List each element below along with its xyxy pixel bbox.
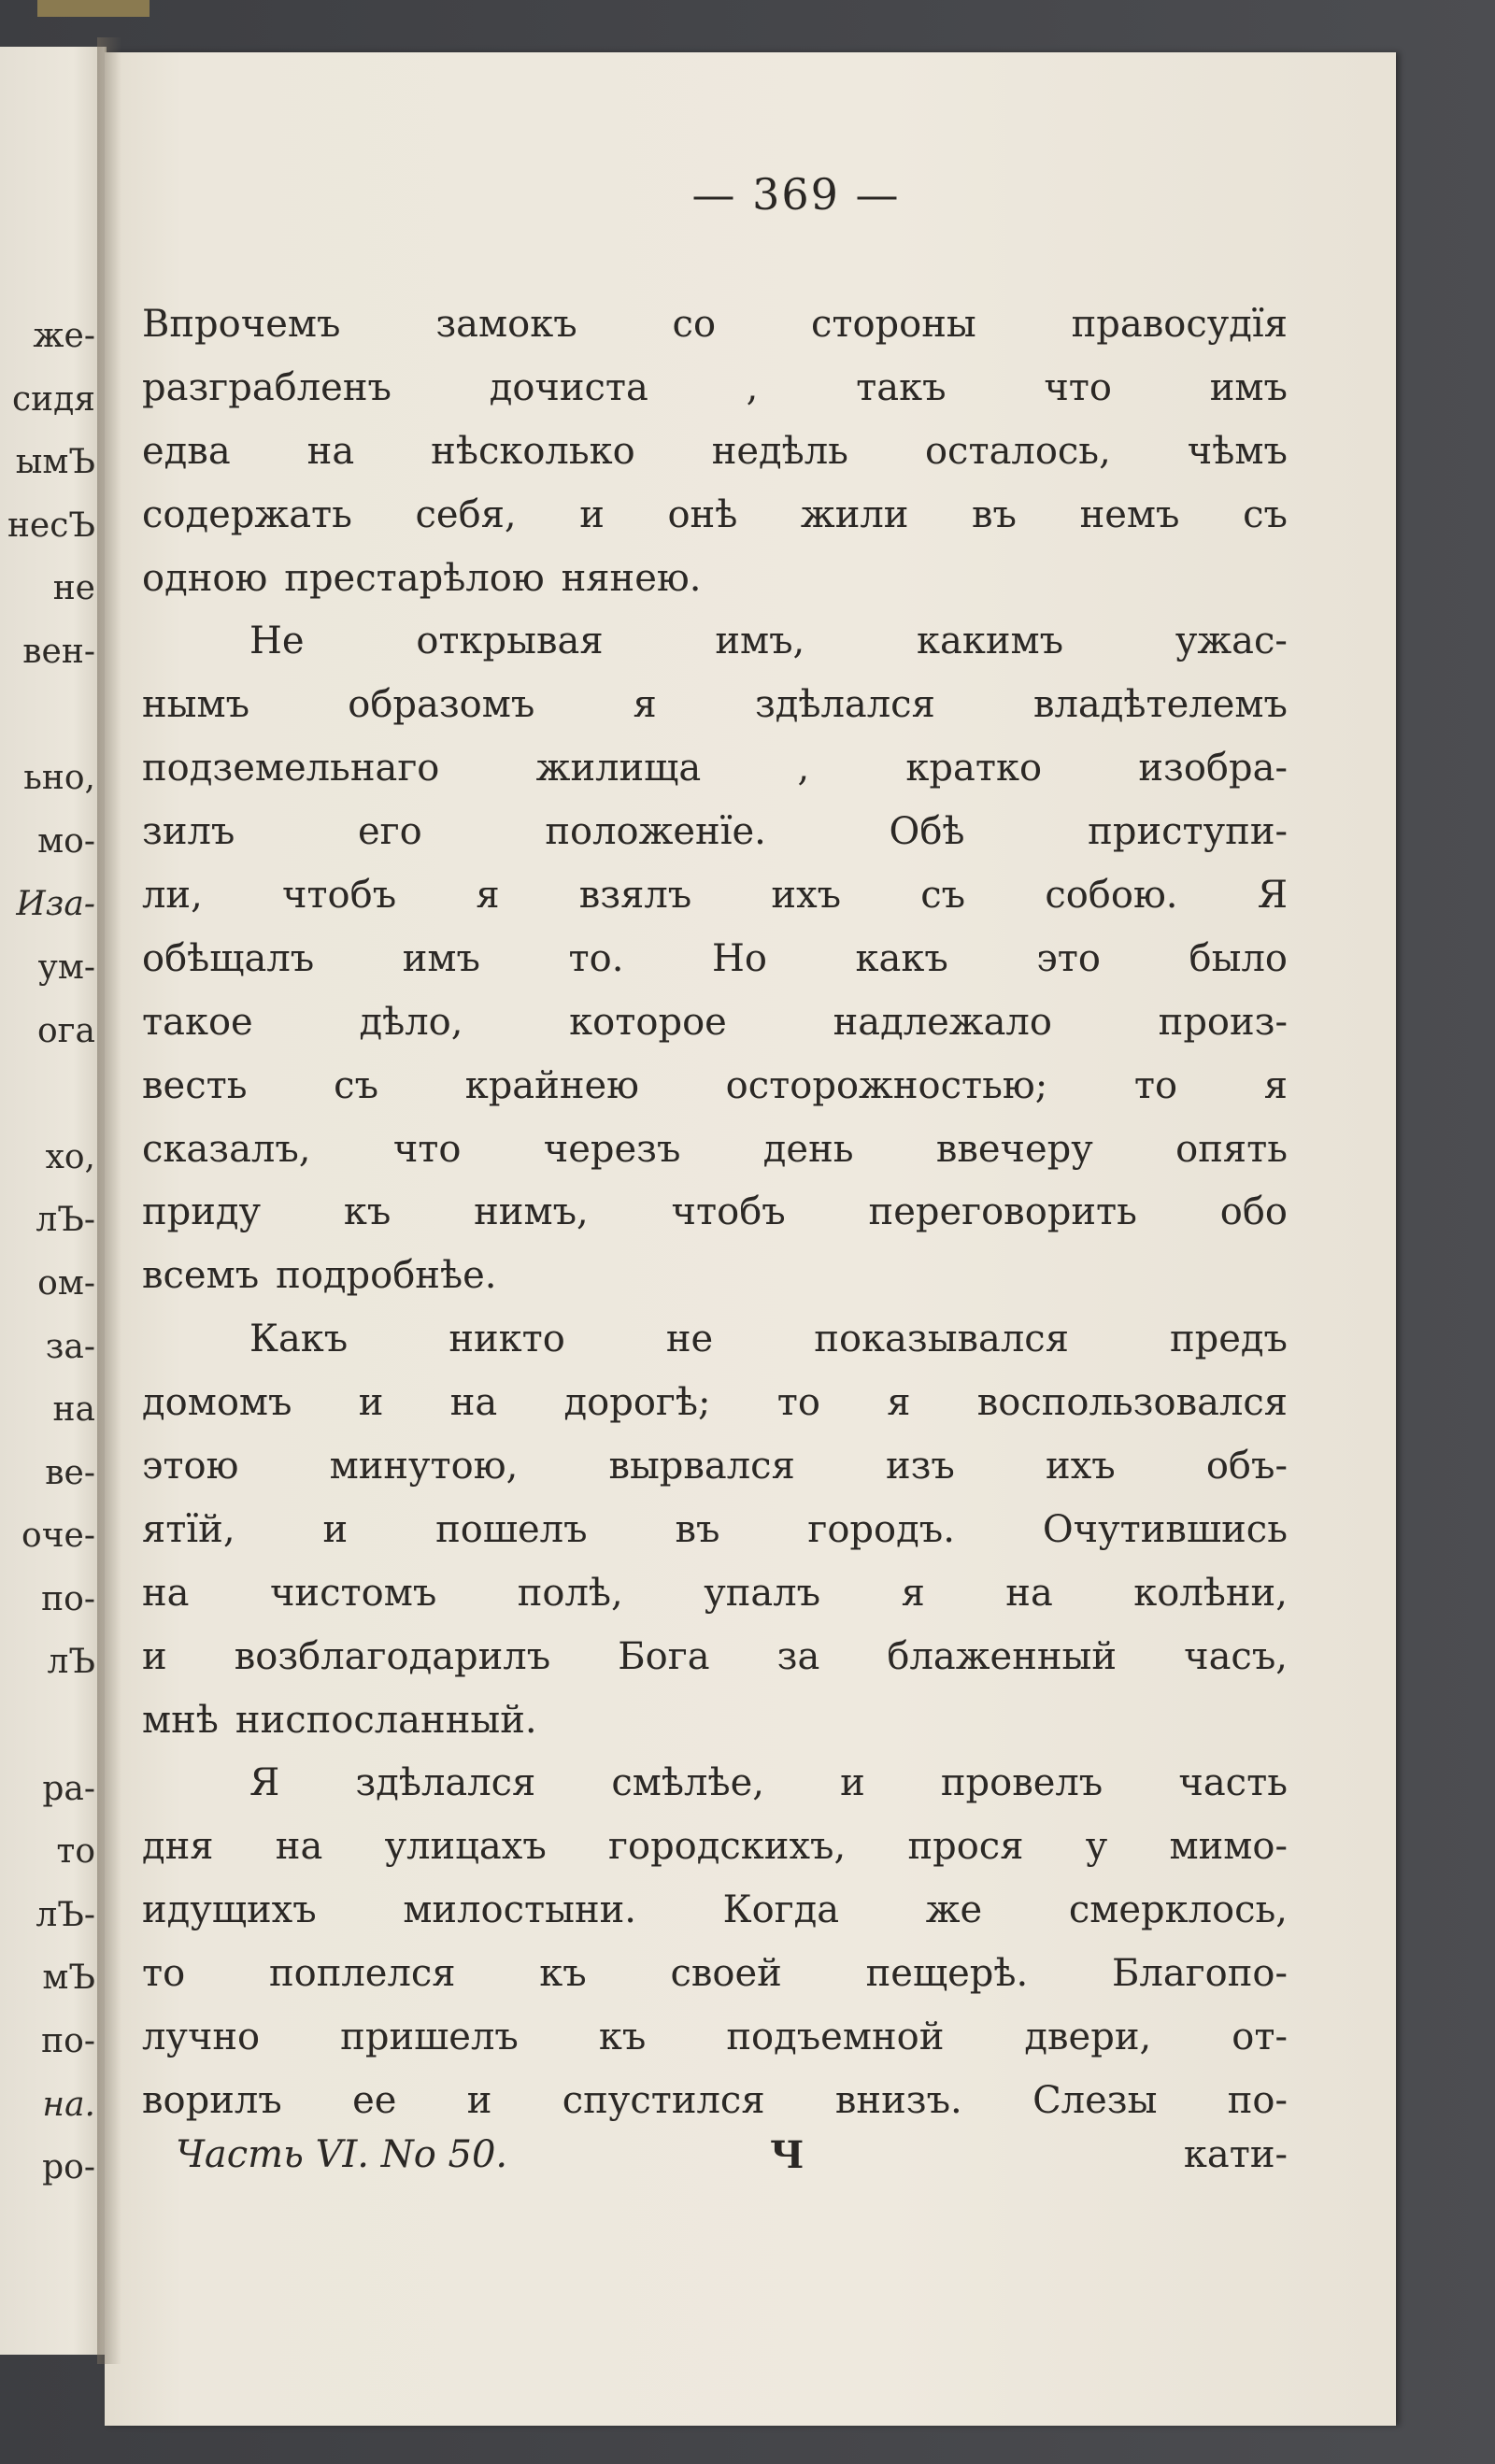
previous-page-fragment: лЪ-: [36, 1201, 95, 1240]
previous-page-fragment: ом-: [37, 1263, 95, 1303]
text-line: [142, 1752, 1288, 1816]
word: Бога: [618, 1634, 710, 1678]
word: это: [1036, 936, 1101, 980]
word: имъ: [1209, 365, 1288, 409]
previous-page-fragment: за-: [45, 1327, 95, 1366]
word: жили: [800, 492, 909, 536]
word: мнѣ: [142, 1698, 219, 1742]
word: собою.: [1045, 874, 1178, 918]
word: въ: [972, 492, 1017, 536]
previous-page-fragment: то: [56, 1832, 95, 1872]
previous-page-fragment: Иза-: [16, 885, 95, 924]
previous-page-fragment: [0, 1694, 105, 1758]
text-line: [142, 1118, 1288, 1182]
word: сказалъ,: [142, 1127, 311, 1171]
word: такъ: [856, 365, 947, 409]
word: замокъ: [435, 303, 577, 346]
word: нимъ,: [474, 1190, 589, 1234]
word: своей: [670, 1952, 782, 1996]
word: двери,: [1024, 2015, 1152, 2059]
catchword: кати-: [1183, 2133, 1288, 2176]
word: къ: [539, 1952, 587, 1996]
word: ниспосланный.: [235, 1698, 537, 1742]
previous-page-fragment: мЪ: [42, 1958, 95, 1998]
text-line: [142, 737, 1288, 801]
word: Но: [712, 936, 767, 980]
text-line: [142, 801, 1288, 864]
word: положенїе.: [545, 810, 766, 854]
previous-page-fragment: лЪ: [47, 1643, 95, 1682]
text-line: [142, 674, 1288, 737]
word: колѣни,: [1133, 1571, 1288, 1615]
text-line: [142, 1435, 1288, 1499]
word: опять: [1175, 1127, 1288, 1171]
word: смѣлѣе,: [611, 1761, 764, 1805]
word: этою: [142, 1445, 239, 1488]
word: здѣлался: [355, 1761, 536, 1805]
previous-page-fragment: ога: [37, 1011, 95, 1050]
word: приду: [142, 1190, 262, 1234]
word: въ: [675, 1507, 720, 1551]
text-line: [142, 293, 1288, 357]
word: подъемной: [726, 2015, 945, 2059]
word: дочиста: [489, 365, 648, 409]
word: на: [275, 1825, 323, 1869]
word: я: [887, 1381, 911, 1425]
word: переговорить: [868, 1190, 1137, 1234]
word: какимъ: [917, 620, 1064, 663]
word: ихъ: [1046, 1445, 1116, 1488]
word: и: [840, 1761, 865, 1805]
word: провелъ: [940, 1761, 1103, 1805]
word: дорогѣ;: [563, 1381, 711, 1425]
word: подробнѣе.: [276, 1254, 497, 1298]
word: и: [142, 1634, 167, 1678]
text-line: [142, 1816, 1288, 1879]
previous-page-fragment: [0, 684, 105, 748]
word: внизъ.: [834, 2078, 962, 2122]
signature-mark: Ч: [770, 2133, 804, 2177]
previous-page-fragment: не: [52, 569, 95, 608]
word: домомъ: [142, 1381, 292, 1425]
word: я: [633, 683, 657, 727]
word: городскихъ,: [608, 1825, 847, 1869]
word: со: [672, 303, 717, 346]
word: не: [665, 1317, 714, 1361]
word: то.: [568, 936, 624, 980]
word: пошелъ: [435, 1507, 588, 1551]
word: Не: [249, 620, 305, 663]
previous-page-fragment: ве-: [45, 1453, 95, 1492]
word: то: [142, 1952, 186, 1996]
word: его: [357, 810, 422, 854]
spine-gutter: [97, 37, 121, 2364]
previous-page-fragment: сидя: [11, 379, 95, 419]
word: недѣль: [711, 429, 848, 473]
word: весть: [142, 1063, 248, 1107]
word: разграбленъ: [142, 365, 392, 409]
text-line: [142, 1879, 1288, 1943]
word: которое: [569, 1000, 727, 1044]
word: содержать: [142, 492, 352, 536]
word: поплелся: [268, 1952, 456, 1996]
word: день: [762, 1127, 854, 1171]
word: ворилъ: [142, 2078, 282, 2122]
word: нѣсколько: [431, 429, 635, 473]
word: на: [306, 429, 355, 473]
word: и: [466, 2078, 492, 2122]
word: подземельнаго: [142, 747, 440, 790]
word: городъ.: [807, 1507, 955, 1551]
text-line: [142, 991, 1288, 1055]
word: ихъ: [771, 874, 842, 918]
text-line: [142, 420, 1288, 484]
word: показывался: [814, 1317, 1069, 1361]
page-number: — 369 —: [691, 169, 901, 220]
word: ее: [352, 2078, 397, 2122]
word: воспользовался: [976, 1381, 1288, 1425]
word: нянею.: [561, 556, 702, 600]
word: надлежало: [833, 1000, 1052, 1044]
word: какъ: [855, 936, 948, 980]
text-line: [142, 484, 1288, 548]
word: чтобъ: [671, 1190, 786, 1234]
previous-page-fragment: по-: [41, 2022, 95, 2061]
word: Благопо-: [1112, 1952, 1288, 1996]
word: дня: [142, 1825, 214, 1869]
word: обо: [1219, 1190, 1288, 1234]
word: осторожностью;: [725, 1063, 1048, 1107]
word: на: [142, 1571, 190, 1615]
previous-page-fragments: [0, 305, 105, 2200]
word: пещерѣ.: [865, 1952, 1029, 1996]
text-line: [142, 1245, 1288, 1308]
word: немъ: [1079, 492, 1180, 536]
word: Слезы: [1032, 2078, 1158, 2122]
word: крайнею: [464, 1063, 639, 1107]
word: произ-: [1158, 1000, 1288, 1044]
word: взялъ: [578, 874, 692, 918]
word: къ: [343, 1190, 392, 1234]
word: что: [392, 1127, 462, 1171]
word: открывая: [416, 620, 604, 663]
word: съ: [1243, 492, 1288, 536]
previous-page-fragment: мо-: [37, 821, 95, 861]
word: чтобъ: [281, 874, 397, 918]
previous-page-fragment: [0, 1062, 105, 1126]
previous-page-fragment: оче-: [21, 1517, 95, 1556]
word: такое: [142, 1000, 253, 1044]
word: Впрочемъ: [142, 303, 341, 346]
book-page: [105, 52, 1396, 2426]
word: ввечеру: [935, 1127, 1093, 1171]
previous-page-fragment: лЪ-: [36, 1895, 95, 1934]
word: черезъ: [543, 1127, 681, 1171]
word: себя,: [415, 492, 517, 536]
word: съ: [334, 1063, 379, 1107]
previous-page-fragment: хо,: [45, 1137, 95, 1176]
word: правосудїя: [1071, 303, 1288, 346]
word: же: [925, 1888, 983, 1932]
previous-page-fragment: вен-: [22, 632, 95, 671]
word: стороны: [810, 303, 976, 346]
text-line: [142, 357, 1288, 420]
text-line: [142, 2070, 1288, 2133]
word: кратко: [905, 747, 1043, 790]
word: ,: [797, 747, 810, 790]
previous-page-edge: [0, 47, 107, 2355]
word: Я: [1257, 874, 1288, 918]
previous-page-fragment: ра-: [42, 1769, 95, 1808]
word: по-: [1227, 2078, 1288, 2122]
word: имъ: [402, 936, 480, 980]
word: и: [358, 1381, 384, 1425]
word: къ: [598, 2015, 647, 2059]
previous-page-fragment: же-: [33, 317, 95, 355]
word: упалъ: [704, 1571, 821, 1615]
text-line: [142, 1562, 1288, 1626]
word: на: [449, 1381, 498, 1425]
word: приступи-: [1088, 810, 1288, 854]
previous-page-fragment: ро-: [42, 2148, 95, 2187]
word: пришелъ: [340, 2015, 519, 2059]
text-line: [142, 1943, 1288, 2006]
word: часъ,: [1184, 1634, 1288, 1678]
word: прося: [907, 1825, 1024, 1869]
word: здѣлался: [754, 683, 935, 727]
word: едва: [142, 429, 231, 473]
previous-page-fragment: по-: [41, 1579, 95, 1618]
word: мимо-: [1169, 1825, 1288, 1869]
word: часть: [1178, 1761, 1288, 1805]
word: идущихъ: [142, 1888, 317, 1932]
word: изобра-: [1138, 747, 1288, 790]
word: минутою,: [329, 1445, 519, 1488]
binding-thread: [37, 0, 150, 17]
text-line: [142, 2006, 1288, 2070]
word: вырвался: [608, 1445, 795, 1488]
word: я: [1263, 1063, 1288, 1107]
text-line: [142, 1181, 1288, 1245]
word: и: [579, 492, 605, 536]
word: Я: [249, 1761, 280, 1805]
word: ужас-: [1175, 620, 1288, 663]
word: Когда: [722, 1888, 840, 1932]
previous-page-fragment: несЪ: [7, 506, 95, 545]
text-line: [142, 864, 1288, 928]
word: ятїй,: [142, 1507, 235, 1551]
text-line: [142, 1689, 1288, 1753]
word: возблагодарилъ: [234, 1634, 551, 1678]
word: я: [901, 1571, 925, 1615]
previous-page-fragment: ымЪ: [15, 443, 95, 482]
word: от-: [1232, 2015, 1288, 2059]
volume-issue-label: Часть VI. No 50.: [176, 2133, 508, 2176]
text-line: [142, 1308, 1288, 1372]
word: ли,: [142, 874, 203, 918]
text-line: [142, 928, 1288, 991]
previous-page-fragment: ум-: [37, 947, 95, 987]
word: Какъ: [249, 1317, 349, 1361]
word: смерклось,: [1068, 1888, 1288, 1932]
word: владѣтелемъ: [1033, 683, 1288, 727]
word: объ-: [1205, 1445, 1288, 1488]
word: онѣ: [667, 492, 738, 536]
word: осталось,: [924, 429, 1111, 473]
word: чистомъ: [269, 1571, 437, 1615]
word: полѣ,: [517, 1571, 623, 1615]
previous-page-fragment: ьно,: [23, 759, 95, 798]
word: зилъ: [142, 810, 235, 854]
text-line: [142, 1626, 1288, 1689]
word: на: [1005, 1571, 1053, 1615]
word: блаженный: [887, 1634, 1118, 1678]
word: одною: [142, 556, 268, 600]
page-footer: [142, 2133, 1288, 2199]
text-line: [142, 610, 1288, 674]
word: Обѣ: [889, 810, 965, 854]
word: жилища: [535, 747, 702, 790]
word: что: [1044, 365, 1112, 409]
page-body-text: [142, 293, 1288, 2133]
word: съ: [920, 874, 966, 918]
word: у: [1085, 1825, 1108, 1869]
word: было: [1189, 936, 1288, 980]
word: никто: [448, 1317, 565, 1361]
word: милостыни.: [403, 1888, 636, 1932]
previous-page-fragment: на: [52, 1390, 95, 1430]
word: то: [1133, 1063, 1178, 1107]
word: предъ: [1169, 1317, 1288, 1361]
word: обѣщалъ: [142, 936, 315, 980]
word: дѣло,: [359, 1000, 463, 1044]
word: имъ,: [715, 620, 805, 663]
text-line: [142, 1372, 1288, 1435]
word: изъ: [885, 1445, 955, 1488]
word: престарѣлою: [284, 556, 545, 600]
word: спустился: [562, 2078, 765, 2122]
word: образомъ: [348, 683, 535, 727]
word: и: [322, 1507, 349, 1551]
previous-page-fragment: на.: [42, 2085, 95, 2124]
word: улицахъ: [384, 1825, 547, 1869]
word: всемъ: [142, 1254, 260, 1298]
word: то: [776, 1381, 820, 1425]
text-line: [142, 548, 1288, 611]
text-line: [142, 1499, 1288, 1562]
word: лучно: [142, 2015, 261, 2059]
text-line: [142, 1055, 1288, 1118]
word: за: [776, 1634, 820, 1678]
word: ,: [746, 365, 759, 409]
word: я: [476, 874, 500, 918]
word: нымъ: [142, 683, 250, 727]
word: Очутившись: [1042, 1507, 1288, 1551]
word: чѣмъ: [1187, 429, 1288, 473]
